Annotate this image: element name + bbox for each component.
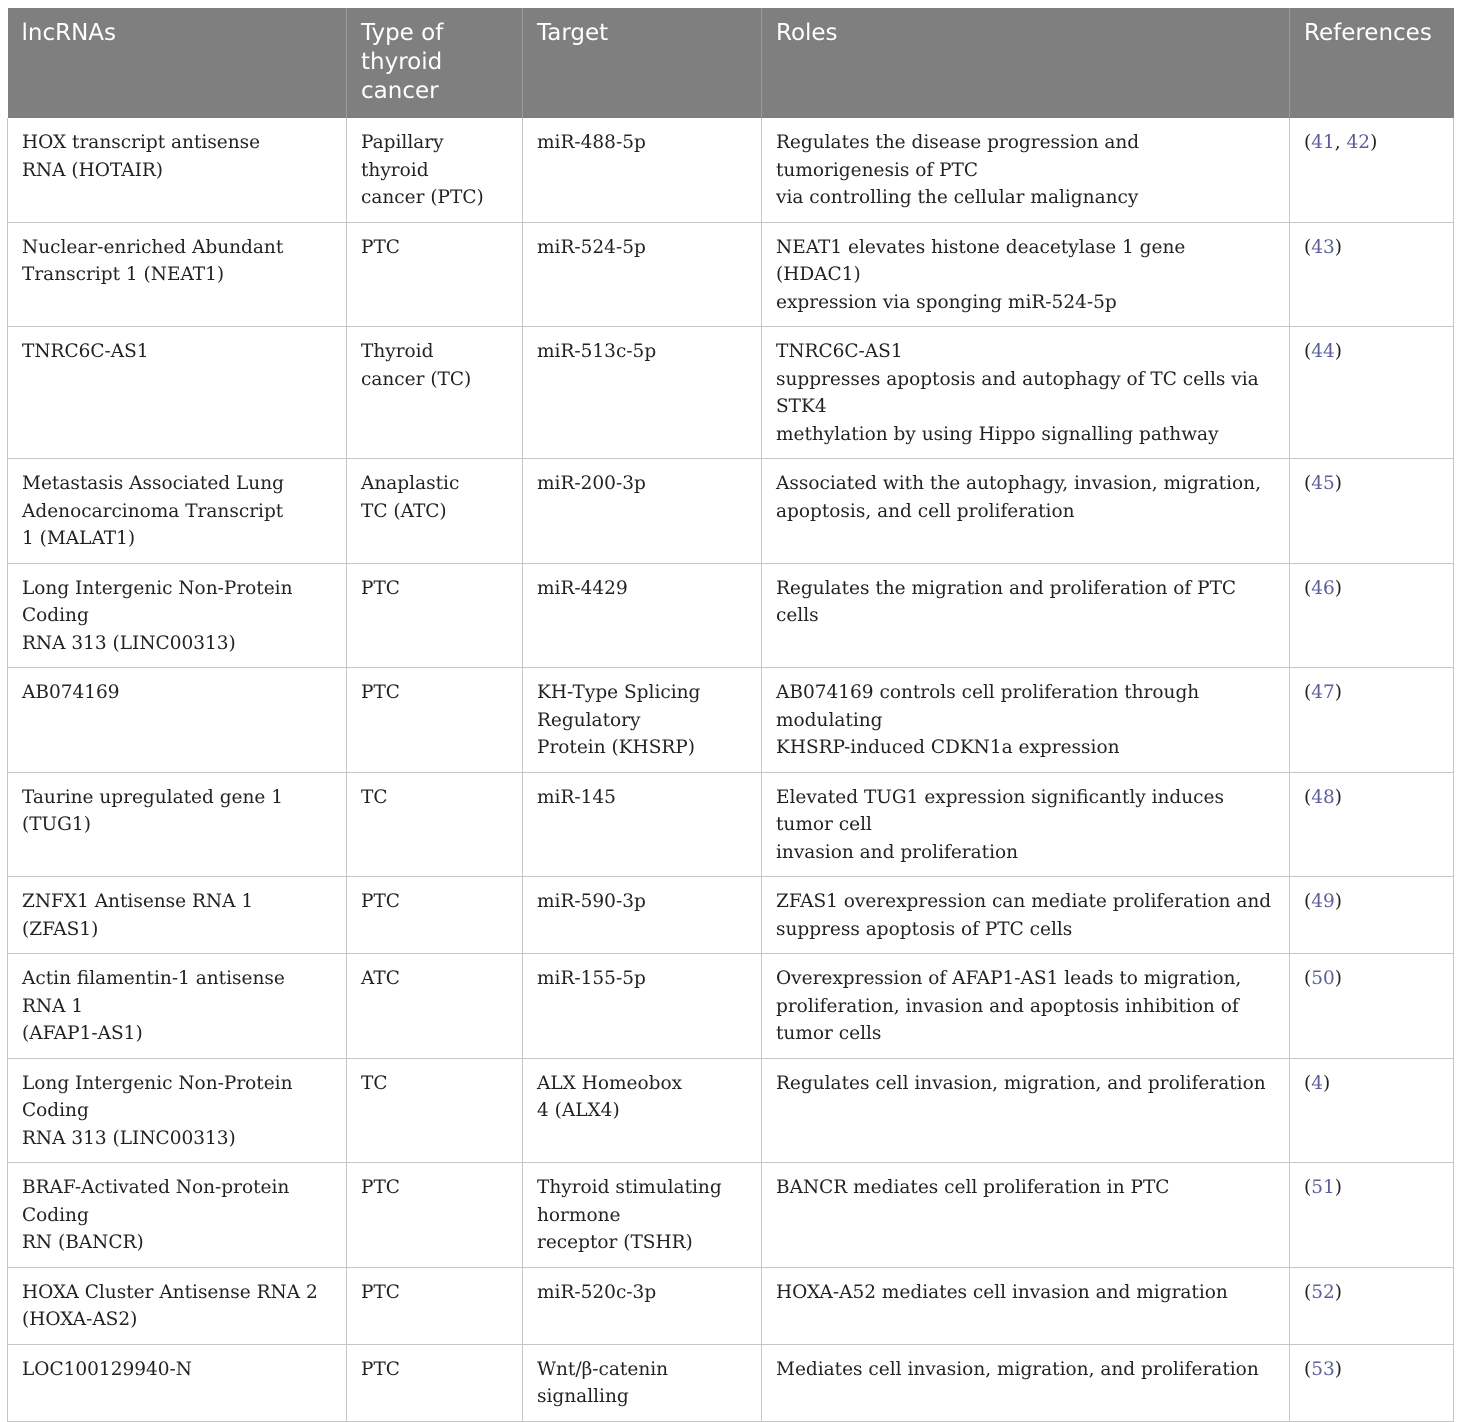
cell-target: miR-524-5p — [523, 222, 762, 327]
cell-roles: ZFAS1 overexpression can mediate proliferation and suppress apoptosis of PTC cells — [762, 877, 1290, 954]
cell-references: (51) — [1290, 1163, 1454, 1268]
cell-cancer-type: Anaplastic TC (ATC) — [347, 459, 523, 564]
cell-roles: Regulates cell invasion, migration, and proliferation — [762, 1058, 1290, 1163]
table-row — [8, 327, 1454, 459]
cell-target: miR-520c-3p — [523, 1267, 762, 1344]
cell-roles: TNRC6C-AS1 suppresses apoptosis and autophagy of TC cells via STK4 methylation by using Hippo signalling pathway — [762, 327, 1290, 459]
reference-link[interactable]: 52 — [1311, 1281, 1335, 1303]
reference-link[interactable]: 43 — [1311, 236, 1335, 258]
table-row — [8, 668, 1454, 773]
cell-lncrna: HOXA Cluster Antisense RNA 2 (HOXA-AS2) — [8, 1267, 347, 1344]
cell-roles: BANCR mediates cell proliferation in PTC — [762, 1163, 1290, 1268]
table-row — [8, 118, 1454, 222]
cell-cancer-type: TC — [347, 772, 523, 877]
cell-roles: AB074169 controls cell proliferation through modulating KHSRP-induced CDKN1a expression — [762, 668, 1290, 773]
cell-lncrna: Actin filamentin-1 antisense RNA 1 (AFAP1-AS1) — [8, 954, 347, 1059]
table-header — [8, 8, 1454, 118]
cell-lncrna: ZNFX1 Antisense RNA 1 (ZFAS1) — [8, 877, 347, 954]
reference-link[interactable]: 49 — [1311, 891, 1335, 912]
cell-cancer-type: TC — [347, 1058, 523, 1163]
cell-roles: Overexpression of AFAP1-AS1 leads to migration, proliferation, invasion and apoptosis inhibition of tumor cells — [762, 954, 1290, 1059]
table-body — [8, 118, 1454, 1421]
header-row — [8, 8, 1454, 118]
cell-references: (52) — [1290, 1267, 1454, 1344]
cell-references: (50) — [1290, 954, 1454, 1059]
cell-references: (41, 42) — [1290, 118, 1454, 222]
cell-target: ALX Homeobox 4 (ALX4) — [523, 1058, 762, 1163]
reference-link[interactable]: 4 — [1311, 1072, 1323, 1094]
cell-target: KH-Type Splicing Regulatory Protein (KHSRP) — [523, 668, 762, 773]
lncrna-table — [7, 8, 1454, 1422]
reference-link[interactable]: 53 — [1311, 1358, 1335, 1380]
table-container — [7, 8, 1453, 1422]
cell-roles: Regulates the disease progression and tumorigenesis of PTC via controlling the cellular malignancy — [762, 118, 1290, 222]
table-row — [8, 1163, 1454, 1268]
cell-references: (47) — [1290, 668, 1454, 773]
reference-link[interactable]: 50 — [1311, 968, 1335, 989]
cell-roles: NEAT1 elevates histone deacetylase 1 gene (HDAC1) expression via sponging miR-524-5p — [762, 222, 1290, 327]
cell-cancer-type: Papillary thyroid cancer (PTC) — [347, 118, 523, 222]
reference-link[interactable]: 47 — [1311, 682, 1335, 703]
cell-roles: HOXA-A52 mediates cell invasion and migration — [762, 1267, 1290, 1344]
cell-lncrna: AB074169 — [8, 668, 347, 773]
cell-references: (49) — [1290, 877, 1454, 954]
cell-roles: Elevated TUG1 expression significantly induces tumor cell invasion and proliferation — [762, 772, 1290, 877]
cell-target: miR-200-3p — [523, 459, 762, 564]
table-row — [8, 1344, 1454, 1421]
cell-cancer-type: PTC — [347, 563, 523, 668]
cell-references: (53) — [1290, 1344, 1454, 1421]
cell-lncrna: HOX transcript antisense RNA (HOTAIR) — [8, 118, 347, 222]
cell-lncrna: LOC100129940-N — [8, 1344, 347, 1421]
column-header-references: References — [1290, 8, 1454, 118]
reference-link[interactable]: 44 — [1311, 341, 1335, 362]
cell-lncrna: Metastasis Associated Lung Adenocarcinoma Transcript 1 (MALAT1) — [8, 459, 347, 564]
column-header-roles: Roles — [762, 8, 1290, 118]
cell-lncrna: BRAF-Activated Non-protein Coding RN (BANCR) — [8, 1163, 347, 1268]
cell-cancer-type: PTC — [347, 1267, 523, 1344]
cell-lncrna: TNRC6C-AS1 — [8, 327, 347, 459]
cell-lncrna: Taurine upregulated gene 1 (TUG1) — [8, 772, 347, 877]
reference-link[interactable]: 45 — [1311, 473, 1335, 494]
cell-references: (48) — [1290, 772, 1454, 877]
table-row — [8, 954, 1454, 1059]
cell-references: (4) — [1290, 1058, 1454, 1163]
cell-target: miR-145 — [523, 772, 762, 877]
cell-references: (44) — [1290, 327, 1454, 459]
cell-cancer-type: PTC — [347, 1344, 523, 1421]
cell-lncrna: Long Intergenic Non-Protein Coding RNA 313 (LINC00313) — [8, 1058, 347, 1163]
column-header-type: Type of thyroid cancer — [347, 8, 523, 118]
table-row — [8, 772, 1454, 877]
table-row — [8, 459, 1454, 564]
cell-target: miR-590-3p — [523, 877, 762, 954]
reference-link[interactable]: 51 — [1311, 1177, 1335, 1198]
cell-target: miR-155-5p — [523, 954, 762, 1059]
cell-lncrna: Nuclear-enriched Abundant Transcript 1 (NEAT1) — [8, 222, 347, 327]
column-header-lncrnas: lncRNAs — [8, 8, 347, 118]
table-row — [8, 563, 1454, 668]
cell-cancer-type: PTC — [347, 222, 523, 327]
cell-lncrna: Long Intergenic Non-Protein Coding RNA 313 (LINC00313) — [8, 563, 347, 668]
cell-target: miR-488-5p — [523, 118, 762, 222]
cell-roles: Mediates cell invasion, migration, and proliferation — [762, 1344, 1290, 1421]
cell-roles: Associated with the autophagy, invasion, migration, apoptosis, and cell proliferation — [762, 459, 1290, 564]
cell-cancer-type: PTC — [347, 877, 523, 954]
cell-cancer-type: ATC — [347, 954, 523, 1059]
reference-link[interactable]: 41 — [1311, 132, 1335, 153]
cell-cancer-type: Thyroid cancer (TC) — [347, 327, 523, 459]
cell-cancer-type: PTC — [347, 668, 523, 773]
reference-link[interactable]: 48 — [1311, 786, 1335, 808]
cell-target: Wnt/β-catenin signalling — [523, 1344, 762, 1421]
reference-link[interactable]: 42 — [1346, 132, 1371, 153]
table-row — [8, 222, 1454, 327]
cell-target: Thyroid stimulating hormone receptor (TSHR) — [523, 1163, 762, 1268]
cell-references: (43) — [1290, 222, 1454, 327]
reference-link[interactable]: 46 — [1311, 577, 1335, 599]
cell-references: (46) — [1290, 563, 1454, 668]
column-header-target: Target — [523, 8, 762, 118]
cell-target: miR-4429 — [523, 563, 762, 668]
cell-references: (45) — [1290, 459, 1454, 564]
cell-target: miR-513c-5p — [523, 327, 762, 459]
cell-roles: Regulates the migration and proliferation of PTC cells — [762, 563, 1290, 668]
cell-cancer-type: PTC — [347, 1163, 523, 1268]
table-row — [8, 877, 1454, 954]
table-row — [8, 1058, 1454, 1163]
table-row — [8, 1267, 1454, 1344]
